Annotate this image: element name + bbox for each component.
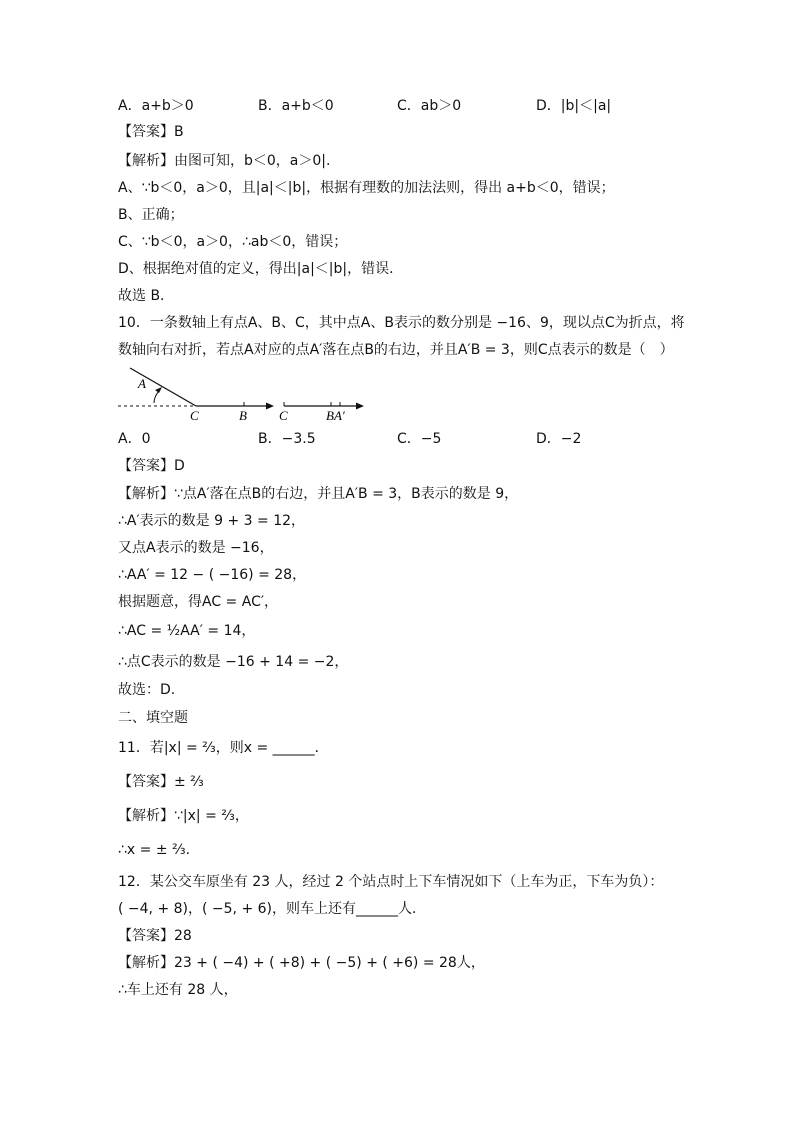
q11-analysis-line: ∴x = ± ⅔. [118,842,191,858]
q10-analysis-line: 【解析】∵点A′落在点B的右边，并且A′B = 3，B表示的数是 9， [118,486,519,502]
q12-analysis-line: ∴车上还有 28 人， [118,982,238,998]
q9-answer: 【答案】B [118,124,184,140]
q10-option-d: D．−2 [536,431,582,447]
q10-stem-line: 数轴向右对折，若点A对应的点A′落在点B的右边，并且A′B = 3，则C点表示的数是（ ） [118,342,674,358]
label-a: A [138,376,146,391]
q9-analysis-line: 【解析】由图可知，b＜0，a＞0|. [118,153,331,169]
q11-answer: 【答案】± ⅔ [118,774,204,790]
q12-analysis-line: 【解析】23 + ( −4) + ( +8) + ( −5) + ( +6) = 28人， [118,955,485,971]
q10-analysis-line: ∴AC = ½AA′ = 14， [118,623,256,639]
q9-analysis-line: B、正确； [118,207,184,223]
q9-analysis-line: 故选 B． [118,288,175,304]
label-b: B [239,408,247,423]
q10-answer: 【答案】D [118,458,185,474]
label-c-right: C [279,408,288,423]
q9-option-d: D．|b|＜|a| [536,98,612,114]
fold-arrow-head-icon [155,387,162,393]
q10-analysis-line: 故选：D. [118,682,176,698]
arrow-head-icon [356,403,364,410]
q10-option-c: C．−5 [397,431,442,447]
q9-analysis-line: C、∵b＜0，a＞0，∴ab＜0，错误； [118,234,348,250]
q9-analysis-line: D、根据绝对值的定义，得出|a|＜|b|，错误． [118,261,404,277]
q10-option-a: A．0 [118,431,151,447]
arrow-head-icon [266,403,274,410]
q9-option-b: B．a+b＜0 [258,98,334,114]
q11-analysis-line: 【解析】∵|x| = ⅔， [118,808,249,824]
q12-answer: 【答案】28 [118,928,192,944]
q9-analysis-line: A、∵b＜0，a＞0，且|a|＜|b|，根据有理数的加法法则，得出 a+b＜0，错误； [118,180,615,196]
q10-analysis-line: ∴A′表示的数是 9 + 3 = 12， [118,513,306,529]
q12-stem-line: ( −4, + 8)，( −5, + 6)，则车上还有______人． [118,901,426,917]
q11-stem: 11．若|x| = ⅔，则x = ______． [118,740,329,756]
q10-analysis-line: 又点A表示的数是 −16， [118,540,274,556]
label-b-a-prime: BA′ [326,408,345,423]
q9-option-a: A．a+b＞0 [118,98,194,114]
label-c: C [190,408,199,423]
q10-option-b: B．−3.5 [258,431,316,447]
q10-stem-line: 10．一条数轴上有点A、B、C，其中点A、B表示的数分别是 −16、9，现以点C为折点，将 [118,315,685,331]
number-line-figure [118,366,378,424]
q12-stem-line: 12．某公交车原坐有 23 人，经过 2 个站点时上下车情况如下（上车为正，下车为负）： [118,874,664,890]
q10-analysis-line: 根据题意，得AC = AC′， [118,594,279,610]
q9-option-c: C．ab＞0 [397,98,462,114]
q10-analysis-line: ∴点C表示的数是 −16 + 14 = −2， [118,654,349,670]
q10-analysis-line: ∴AA′ = 12 − ( −16) = 28， [118,567,307,583]
section-heading: 二、填空题 [118,710,188,726]
